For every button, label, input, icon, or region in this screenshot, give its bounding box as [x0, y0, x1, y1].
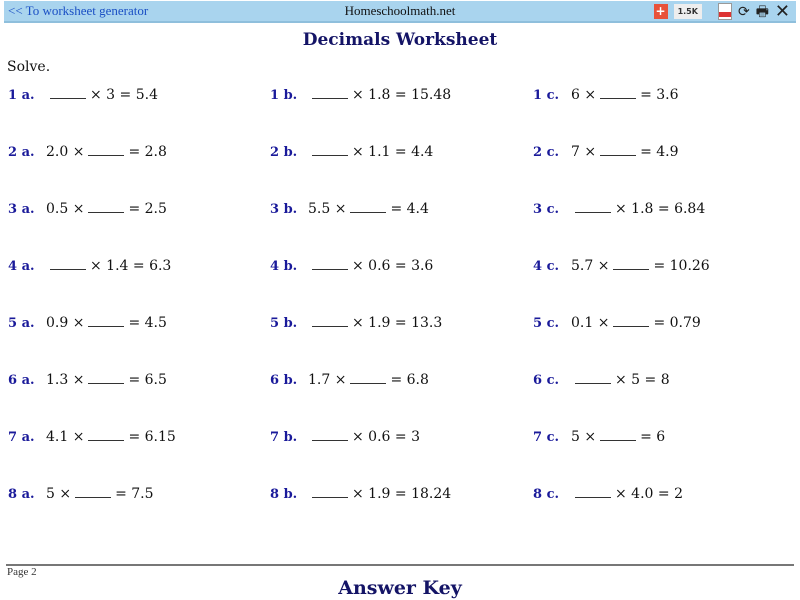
problem-label: 3 c.	[533, 202, 560, 217]
problem-rest: × 1.4 = 6.3	[90, 258, 172, 274]
answer-blank	[350, 371, 386, 384]
problem-label: 6 b.	[270, 373, 298, 388]
answer-blank	[613, 314, 649, 327]
problem	[8, 257, 171, 274]
problem-rest: = 6.8	[390, 372, 429, 388]
page-number: Page 2	[7, 566, 37, 578]
problem-rest: = 4.5	[128, 315, 167, 331]
problem-label: 4 c.	[533, 259, 560, 274]
problem-factor: 6 ×	[571, 87, 597, 103]
answer-blank	[575, 200, 611, 213]
problem	[533, 314, 701, 331]
problem	[533, 371, 670, 388]
problem	[270, 371, 429, 388]
answer-blank	[312, 428, 348, 441]
problem-label: 8 a.	[8, 487, 35, 502]
problem	[270, 485, 451, 502]
problem-factor: 5 ×	[571, 429, 597, 445]
problem	[270, 86, 451, 103]
answer-blank	[575, 485, 611, 498]
problem-label: 5 b.	[270, 316, 298, 331]
problem	[8, 428, 176, 445]
problem-label: 2 c.	[533, 145, 560, 160]
close-icon[interactable]: ✕	[774, 0, 790, 22]
problem-label: 5 a.	[8, 316, 35, 331]
page-divider	[6, 564, 794, 566]
answer-blank	[88, 371, 124, 384]
problem	[270, 200, 429, 217]
problem	[270, 314, 442, 331]
answer-blank	[312, 257, 348, 270]
answer-blank	[575, 371, 611, 384]
answer-blank	[312, 314, 348, 327]
problem-label: 3 a.	[8, 202, 35, 217]
answer-blank	[350, 200, 386, 213]
problem	[533, 200, 705, 217]
problem-rest: × 3 = 5.4	[90, 87, 158, 103]
answer-blank	[312, 485, 348, 498]
answer-blank	[88, 200, 124, 213]
problem-rest: = 6.5	[128, 372, 167, 388]
answer-key-heading: Answer Key	[338, 577, 462, 599]
answer-blank	[50, 86, 86, 99]
problem-factor: 0.9 ×	[46, 315, 85, 331]
problem-factor: 7 ×	[571, 144, 597, 160]
problem-rest: × 4.0 = 2	[615, 486, 683, 502]
problem	[8, 143, 167, 160]
problem	[8, 200, 167, 217]
problem-rest: × 1.8 = 15.48	[352, 87, 452, 103]
problem-factor: 5.5 ×	[308, 201, 347, 217]
problem	[8, 314, 167, 331]
problem-factor: 0.5 ×	[46, 201, 85, 217]
answer-blank	[50, 257, 86, 270]
answer-blank	[75, 485, 111, 498]
instructions: Solve.	[7, 59, 51, 75]
answer-blank	[613, 257, 649, 270]
problem-factor: 5 ×	[46, 486, 72, 502]
problem-label: 1 c.	[533, 88, 560, 103]
problem	[270, 257, 433, 274]
problem-factor: 5.7 ×	[571, 258, 610, 274]
problem-rest: × 1.9 = 18.24	[352, 486, 452, 502]
site-name: Homeschoolmath.net	[344, 3, 456, 18]
problem-rest: = 7.5	[115, 486, 154, 502]
answer-blank	[312, 143, 348, 156]
problem-rest: = 2.8	[128, 144, 167, 160]
problem-label: 6 c.	[533, 373, 560, 388]
print-icon[interactable]: 🖶	[755, 3, 769, 20]
answer-blank	[88, 428, 124, 441]
problem-rest: = 6	[640, 429, 666, 445]
problem-label: 4 a.	[8, 259, 35, 274]
problem	[533, 143, 679, 160]
problem	[270, 143, 433, 160]
problem	[533, 485, 683, 502]
problem-label: 8 b.	[270, 487, 298, 502]
problem	[533, 257, 710, 274]
problem-label: 7 b.	[270, 430, 298, 445]
problem	[533, 428, 665, 445]
problem-rest: = 4.9	[640, 144, 679, 160]
problem-factor: 1.7 ×	[308, 372, 347, 388]
problem-rest: × 0.6 = 3.6	[352, 258, 434, 274]
problem-factor: 1.3 ×	[46, 372, 85, 388]
problem-label: 2 a.	[8, 145, 35, 160]
share-plus-icon[interactable]: +	[655, 4, 666, 18]
answer-blank	[312, 86, 348, 99]
problem-label: 5 c.	[533, 316, 560, 331]
problem-label: 1 b.	[270, 88, 298, 103]
problem-label: 4 b.	[270, 259, 298, 274]
problem-rest: × 1.8 = 6.84	[615, 201, 706, 217]
refresh-icon[interactable]: ⟳	[737, 3, 750, 20]
problem-rest: = 3.6	[640, 87, 679, 103]
problem-rest: × 1.1 = 4.4	[352, 144, 434, 160]
problem	[8, 86, 158, 103]
page-title: Decimals Worksheet	[302, 30, 498, 50]
answer-blank	[600, 86, 636, 99]
answer-blank	[600, 143, 636, 156]
problem-label: 7 a.	[8, 430, 35, 445]
top-toolbar	[4, 1, 796, 23]
problem-rest: = 6.15	[128, 429, 176, 445]
problem	[533, 86, 679, 103]
problem-factor: 0.1 ×	[571, 315, 610, 331]
problem-rest: = 10.26	[653, 258, 710, 274]
problem-label: 7 c.	[533, 430, 560, 445]
answer-blank	[600, 428, 636, 441]
answer-blank	[88, 143, 124, 156]
problem-rest: × 1.9 = 13.3	[352, 315, 443, 331]
problem-rest: = 4.4	[390, 201, 429, 217]
problem-label: 3 b.	[270, 202, 298, 217]
problem-label: 6 a.	[8, 373, 35, 388]
problem-factor: 2.0 ×	[46, 144, 85, 160]
answer-blank	[88, 314, 124, 327]
problem-label: 8 c.	[533, 487, 560, 502]
problem	[8, 485, 154, 502]
share-count: 1.5K	[674, 4, 702, 19]
problem	[8, 371, 167, 388]
problem-label: 2 b.	[270, 145, 298, 160]
pdf-icon[interactable]	[718, 3, 732, 20]
problem-factor: 4.1 ×	[46, 429, 85, 445]
problem-rest: × 5 = 8	[615, 372, 670, 388]
problem-rest: = 0.79	[653, 315, 701, 331]
problem-rest: = 2.5	[128, 201, 167, 217]
problem-rest: × 0.6 = 3	[352, 429, 420, 445]
back-to-generator-link[interactable]: << To worksheet generator	[8, 3, 149, 18]
problem-label: 1 a.	[8, 88, 35, 103]
problem	[270, 428, 420, 445]
